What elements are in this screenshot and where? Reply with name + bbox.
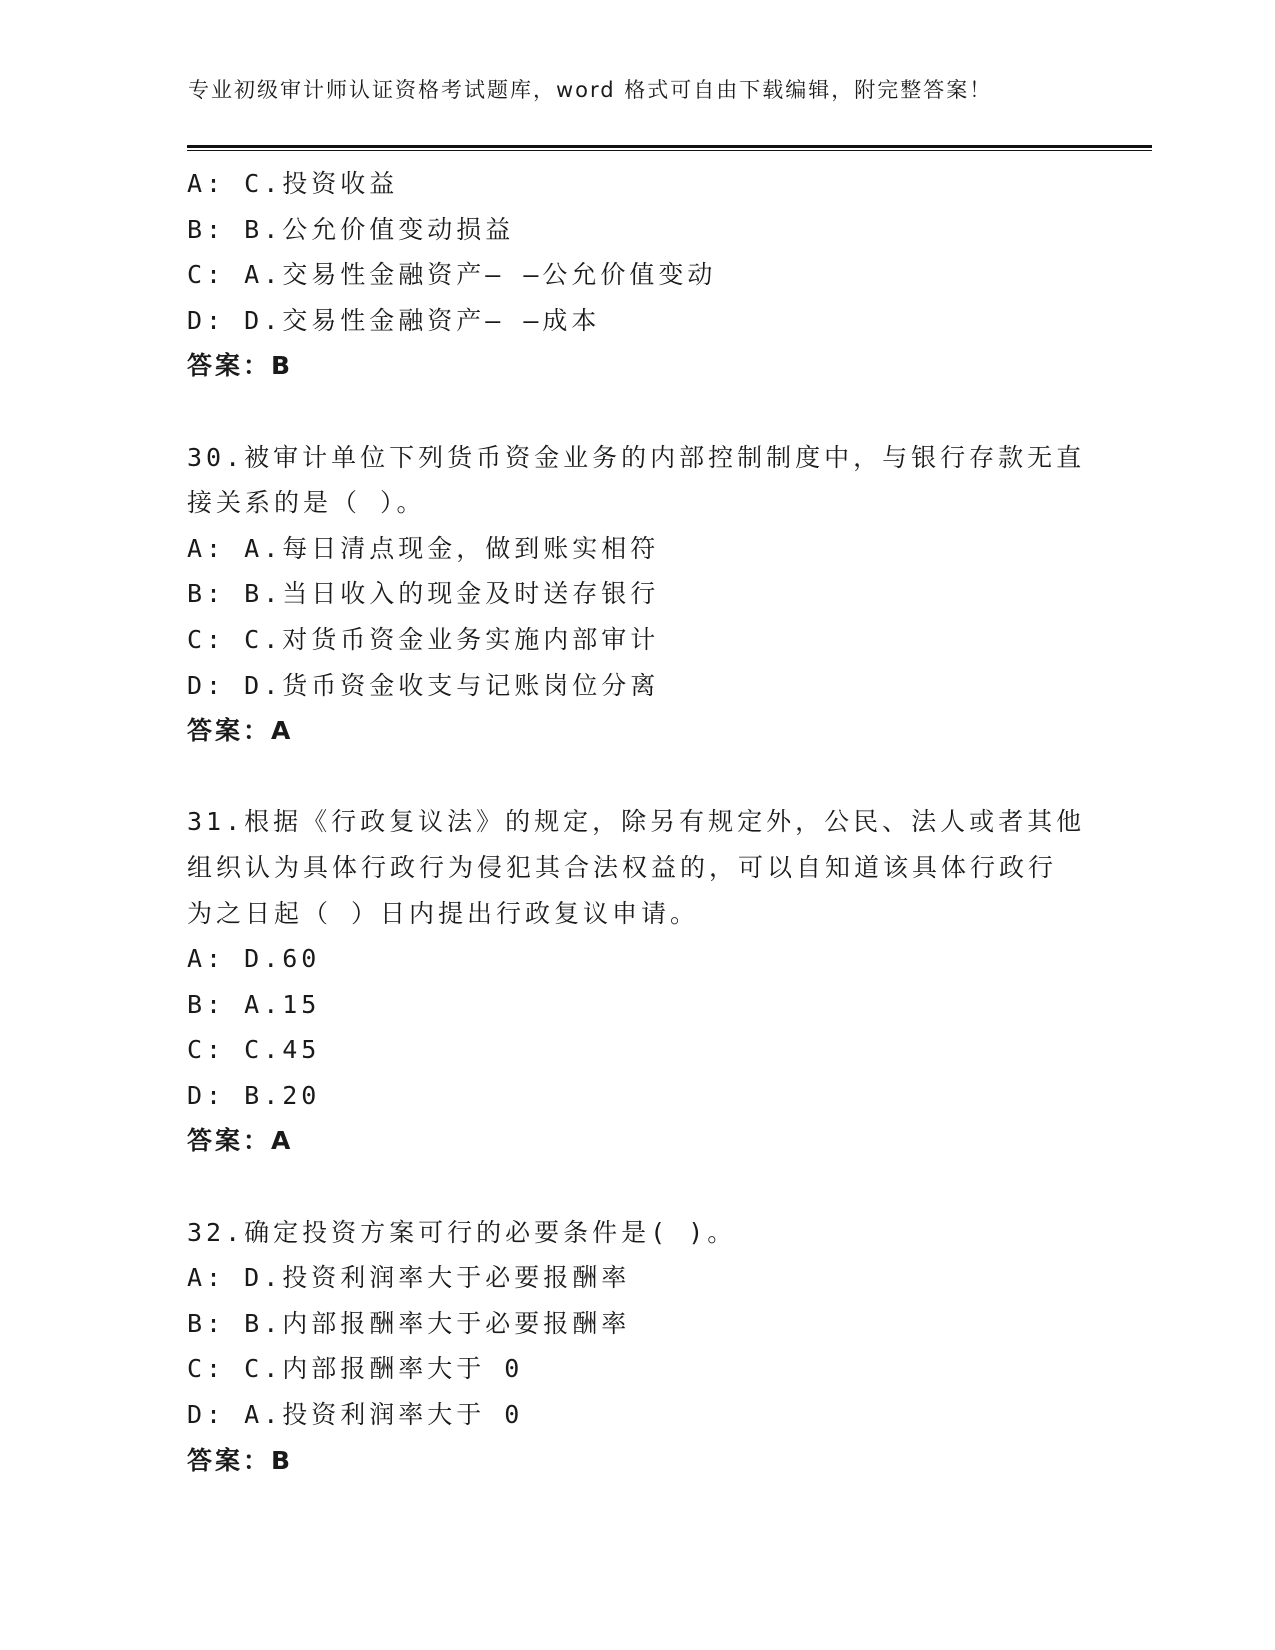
question-stem-line: 30.被审计单位下列货币资金业务的内部控制制度中，与银行存款无直 [187,442,1086,472]
option-a: A: C.投资收益 [187,169,399,198]
question-stem-line: 32.确定投资方案可行的必要条件是( )。 [187,1217,737,1247]
option-b: B: A.15 [187,989,321,1019]
option-a: A: A.每日清点现金，做到账实相符 [187,533,660,563]
answer: 答案：B [187,351,294,381]
option-d: D: D.交易性金融资产— —成本 [187,305,601,335]
question-30-block [187,435,1087,754]
option-d: D: A.投资利润率大于 0 [187,1400,524,1430]
question-31-block [187,799,1087,1164]
option-a: A: D.投资利润率大于必要报酬率 [187,1263,631,1293]
spacer [187,1164,1087,1210]
header-rule-thin [187,150,1152,151]
question-29-block [187,161,1087,389]
header-rule-thick [187,145,1152,148]
option-b: B: B.当日收入的现金及时送存银行 [187,579,660,609]
option-b: B: B.内部报酬率大于必要报酬率 [187,1308,631,1338]
answer: 答案：B [187,1445,294,1475]
option-b: B: B.公允价值变动损益 [187,214,515,244]
question-stem-line: 31.根据《行政复议法》的规定，除另有规定外，公民、法人或者其他 [187,807,1086,837]
option-a: A: D.60 [187,944,321,974]
question-list [187,161,1087,1483]
question-32-block [187,1210,1087,1484]
question-stem-line: 组织认为具体行政行为侵犯其合法权益的，可以自知道该具体行政行 [187,852,1058,882]
spacer [187,389,1087,435]
question-stem-line: 接关系的是（ ）。 [187,488,426,518]
answer: 答案：A [187,716,294,746]
option-c: C: A.交易性金融资产— —公允价值变动 [187,260,717,290]
question-stem-line: 为之日起（ ）日内提出行政复议申请。 [187,898,700,928]
option-c: C: C.45 [187,1035,321,1065]
option-d: D: B.20 [187,1080,321,1110]
spacer [187,754,1087,800]
option-d: D: D.货币资金收支与记账岗位分离 [187,670,660,700]
answer: 答案：A [187,1126,294,1156]
option-c: C: C.内部报酬率大于 0 [187,1354,524,1384]
page-header: 专业初级审计师认证资格考试题库，word 格式可自由下载编辑，附完整答案！ [188,78,993,102]
option-c: C: C.对货币资金业务实施内部审计 [187,624,660,654]
